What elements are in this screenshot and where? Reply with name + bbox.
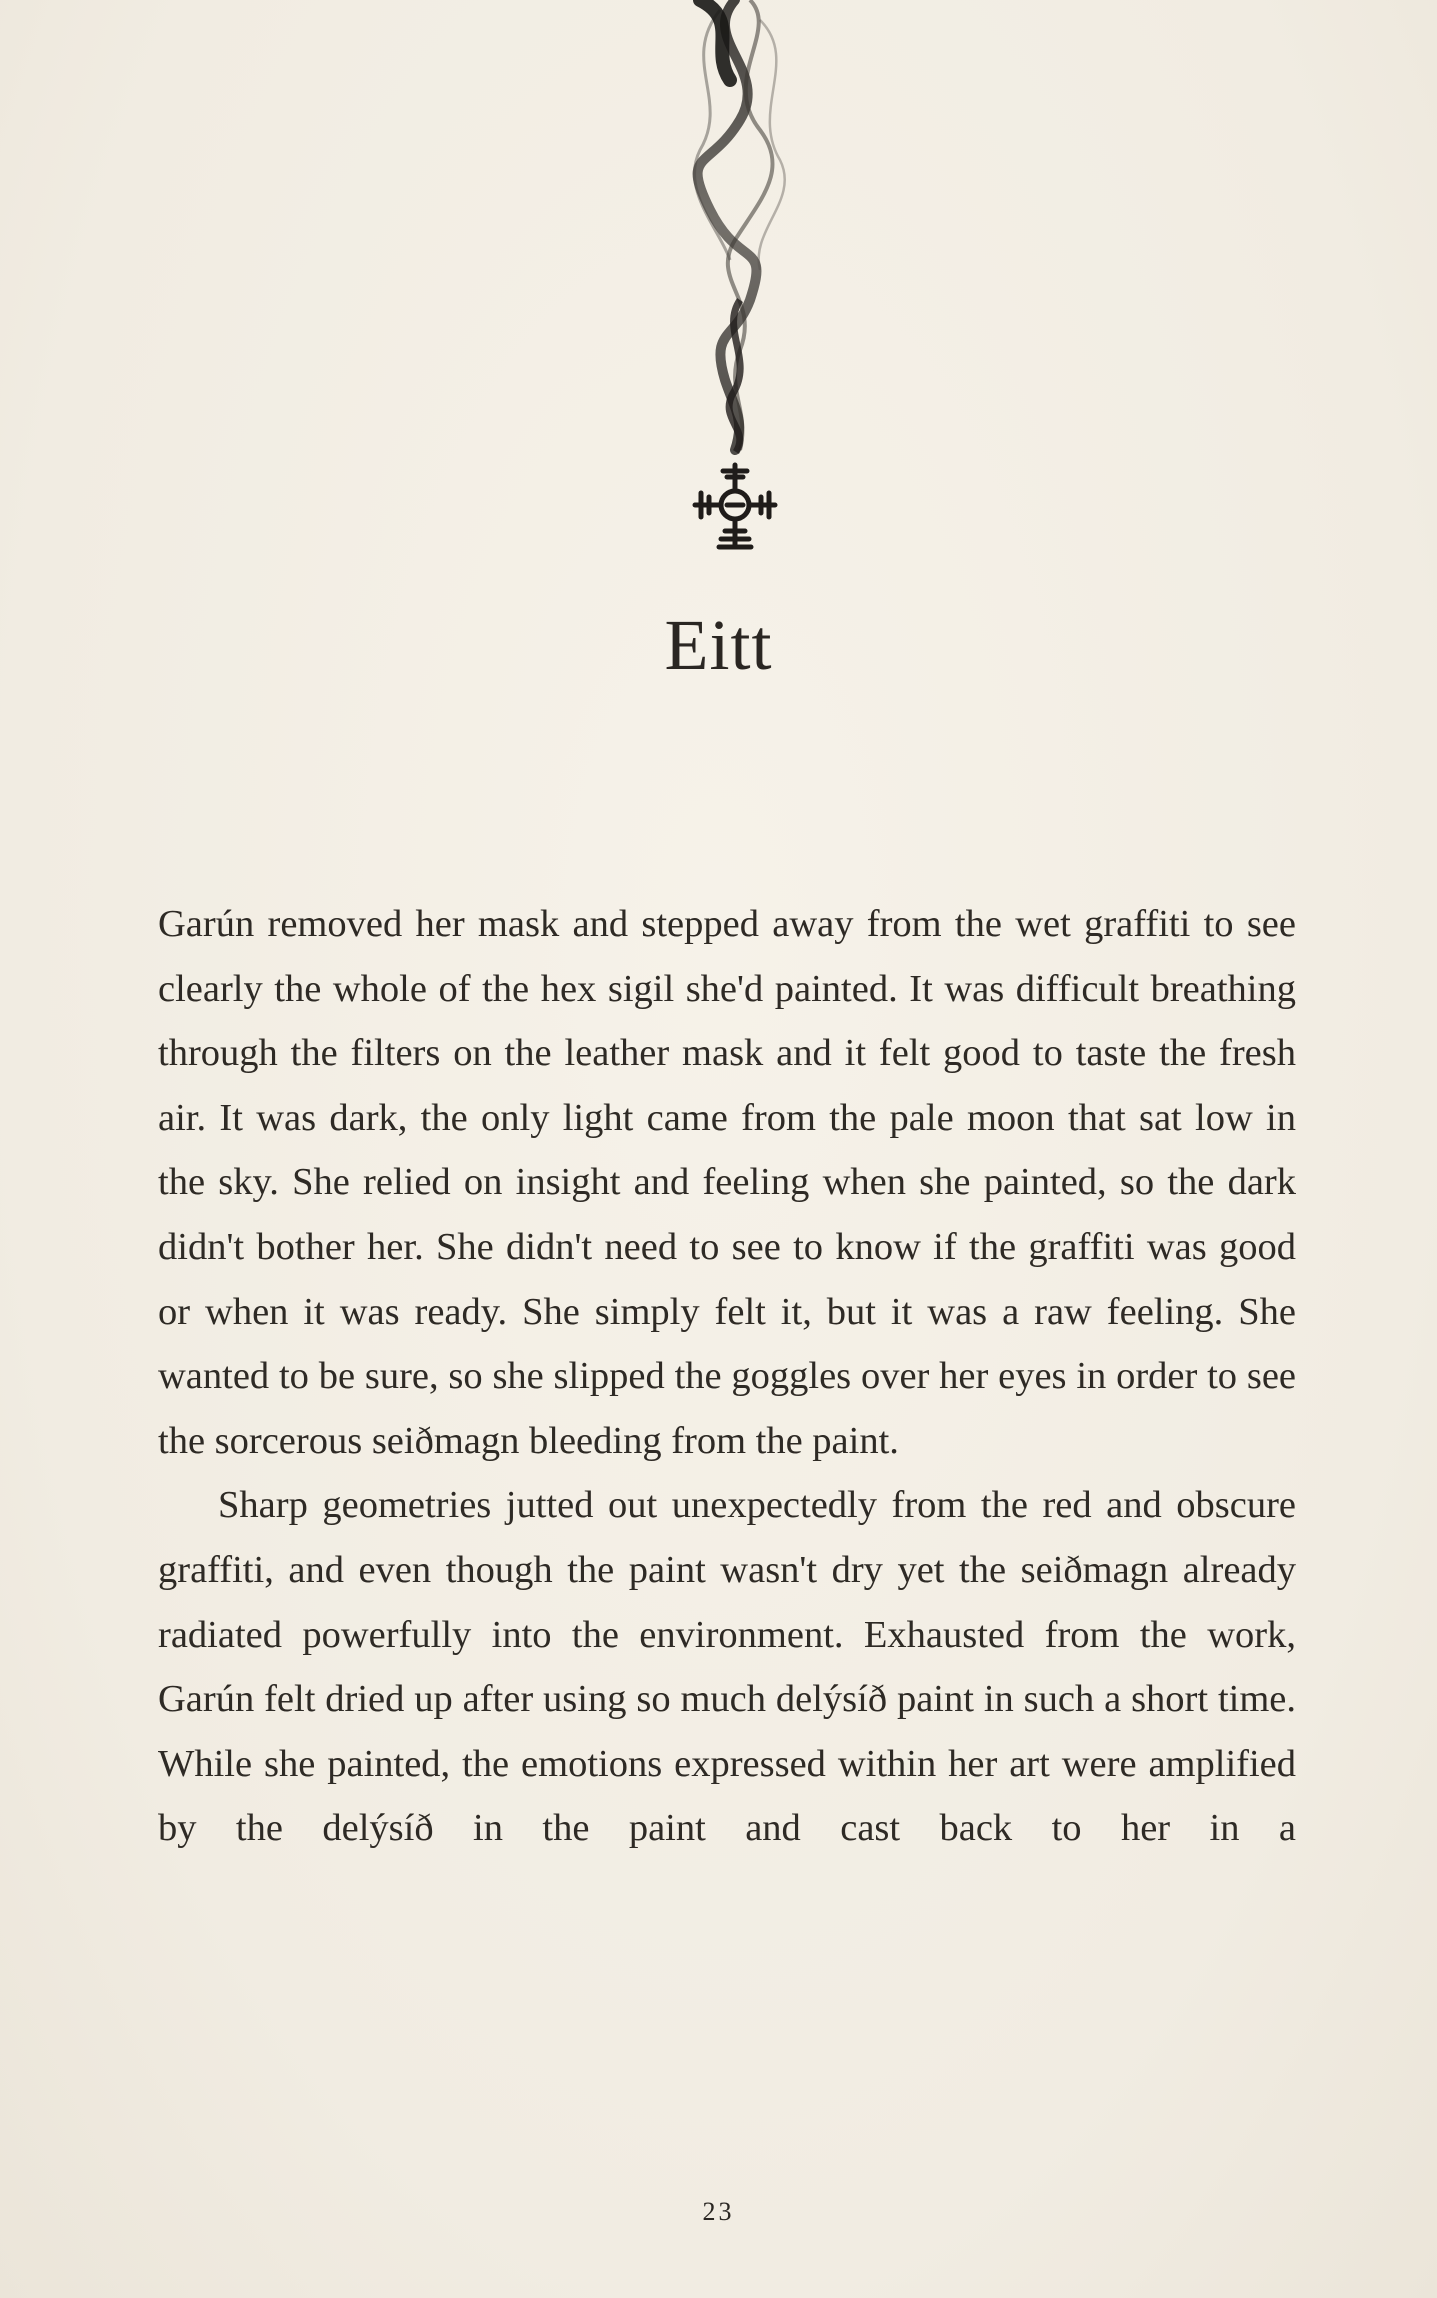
body-text [158, 892, 1296, 1861]
chapter-title: Eitt [664, 605, 773, 685]
paragraph-1: Garún removed her mask and stepped away from the wet graffiti to see clearly the whole of the hex sigil she'd painted. It was difficult breathing through the filters on the leather mask and it felt good to taste the fresh air. It was dark, the only light came from the pale moon that sat low in the sky. She relied on insight and feeling when she painted, so the dark didn't bother her. She didn't need to see to know if the graffiti was good or when it was ready. She simply felt it, but it was a raw feeling. She wanted to be sure, so she slipped the goggles over her eyes in order to see the sorcerous seiðmagn bleeding from the paint. [158, 903, 1296, 1462]
paragraph-2: Sharp geometries jutted out unexpectedly from the red and obscure graffiti, and even though the paint wasn't dry yet the seiðmagn already radiated powerfully into the environment. Exhausted from the work, Garún felt dried up after using so much delýsíð paint in such a short time. While she painted, the emotions expressed within her art were amplified by the delýsíð in the paint and cast back to her in a [158, 1484, 1296, 1850]
smoke-and-sigil-ornament-icon [640, 0, 820, 570]
page-number: 23 [702, 2197, 735, 2226]
